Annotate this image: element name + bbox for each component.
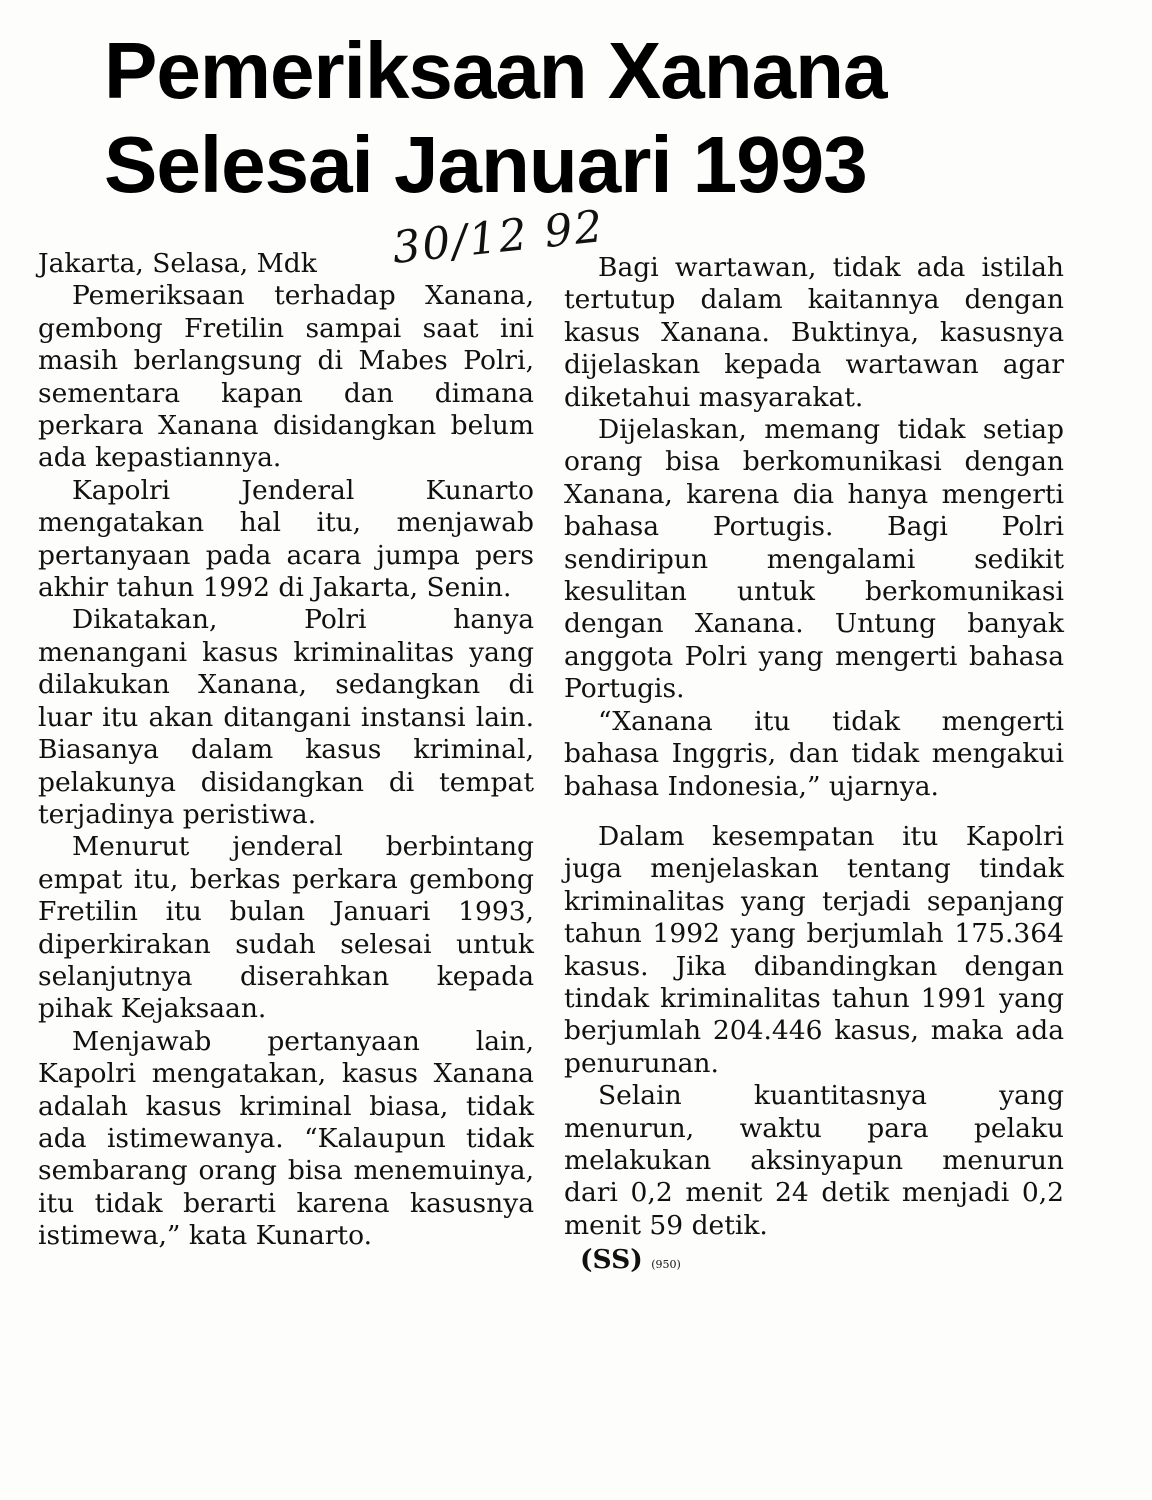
paragraph: Dalam kesempatan itu Kapolri juga menjelaskan tentang tindak kriminalitas yang terjadi sepanjang tahun 1992 yang berjumlah 175.364 kasus. Jika dibandingkan dengan tindak kriminalitas tahun 1991 yang berjumlah 204.446 kasus, maka ada penurunan. bbox=[564, 820, 1064, 1079]
handwritten-date-annotation: 30/12 92 bbox=[389, 201, 607, 274]
headline-line-1: Pemeriksaan Xanana bbox=[104, 26, 887, 115]
paragraph: Menurut jenderal berbintang empat itu, berkas perkara gembong Fretilin itu bulan Januari 1993, diperkirakan sudah selesai untuk selanjutnya diserahkan kepada pihak Kejaksaan. bbox=[38, 831, 534, 1025]
paragraph: Kapolri Jenderal Kunarto mengatakan hal itu, menjawab pertanyaan pada acara jumpa pers akhir tahun 1992 di Jakarta, Senin. bbox=[38, 474, 534, 604]
paragraph: Dijelaskan, memang tidak setiap orang bisa berkomunikasi dengan Xanana, karena dia hanya mengerti bahasa Portugis. Bagi Polri sendiripun mengalami sedikit kesulitan untuk berkomunikasi dengan Xanana. Untung banyak anggota Polri yang mengerti bahasa Portugis. bbox=[564, 414, 1064, 705]
paragraph: “Xanana itu tidak mengerti bahasa Inggris, dan tidak mengakui bahasa Indonesia,” ujarnya. bbox=[564, 705, 1064, 802]
paragraph: Pemeriksaan terhadap Xanana, gembong Fretilin sampai saat ini masih berlangsung di Mabes Polri, sementara kapan dan dimana perkara Xanana disidangkan belum ada kepastiannya. bbox=[38, 280, 534, 474]
article-column-right bbox=[564, 252, 1064, 1282]
paragraph: Selain kuantitasnya yang menurun, waktu para pelaku melakukan aksinyapun menurun dari 0,2 menit 24 detik menjadi 0,2 menit 59 detik. bbox=[564, 1080, 1064, 1241]
paragraph: Bagi wartawan, tidak ada istilah tertutup dalam kaitannya dengan kasus Xanana. Buktinya, kasusnya dijelaskan kepada wartawan agar diketahui masyarakat. bbox=[564, 252, 1064, 413]
credit-code: (950) bbox=[651, 1258, 681, 1272]
headline bbox=[104, 24, 1004, 212]
author-credit bbox=[564, 1244, 1064, 1281]
dateline: Jakarta, Selasa, Mdk bbox=[38, 248, 317, 279]
paragraph: Menjawab pertanyaan lain, Kapolri mengatakan, kasus Xanana adalah kasus kriminal biasa, tidak ada istimewanya. “Kalaupun tidak sembarang orang bisa menemuinya, itu tidak berarti karena kasusnya istimewa,” kata Kunarto. bbox=[38, 1025, 534, 1252]
headline-line-2: Selesai Januari 1993 bbox=[104, 120, 867, 209]
article-column-left bbox=[38, 248, 534, 1253]
paragraph: Dikatakan, Polri hanya menangani kasus kriminalitas yang dilakukan Xanana, sedangkan di luar itu akan ditangani instansi lain. Biasanya dalam kasus kriminal, pelakunya disidangkan di tempat terjadinya peristiwa. bbox=[38, 604, 534, 830]
author-initials: (SS) bbox=[580, 1244, 643, 1276]
